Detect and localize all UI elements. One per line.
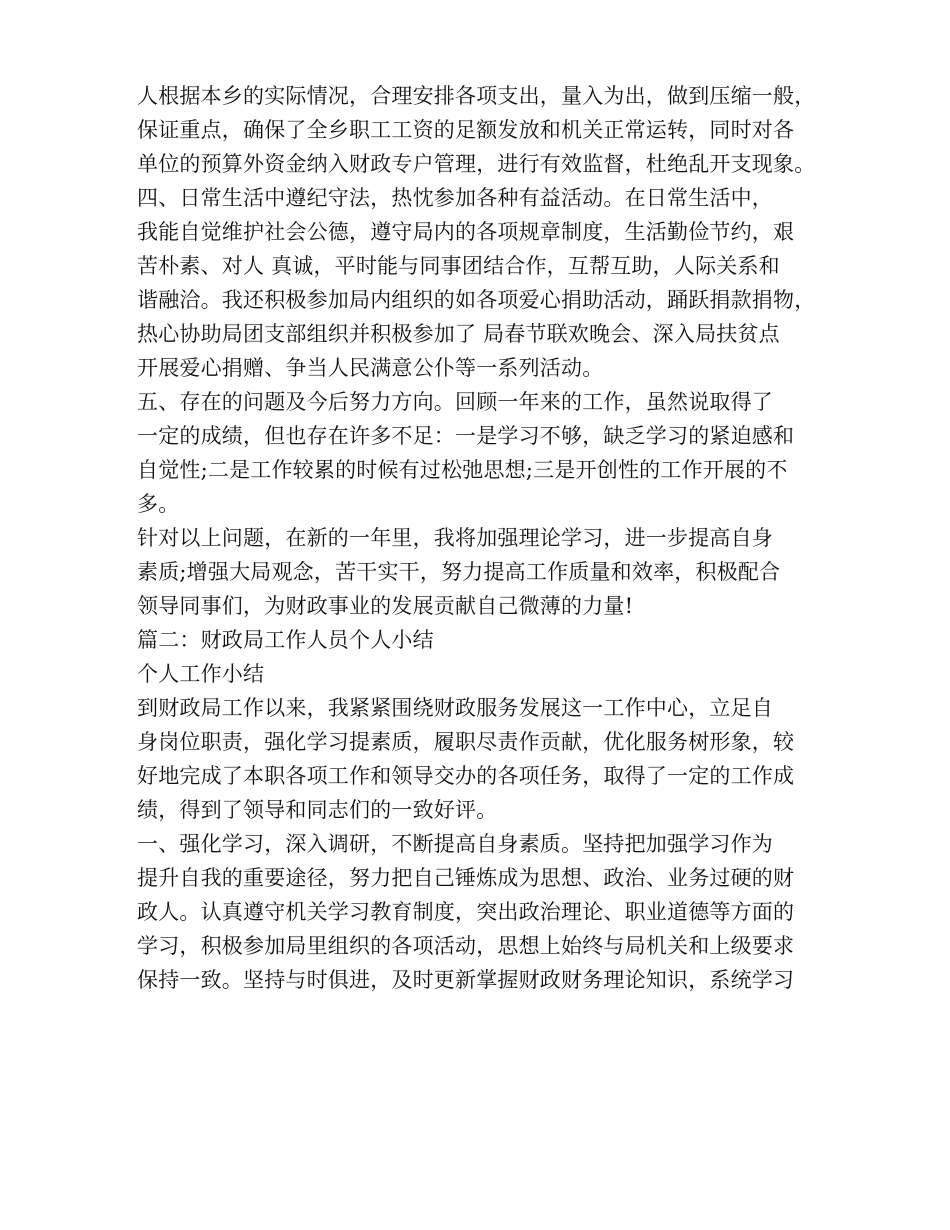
text-line: 开展爱心捐赠、争当人民满意公仆等一系列活动。 xyxy=(137,356,604,380)
text-line: 四、日常生活中遵纪守法，热忱参加各种有益活动。在日常生活中， xyxy=(137,186,773,210)
text-line: 一、强化学习，深入调研，不断提高自身素质。坚持把加强学习作为 xyxy=(137,832,773,856)
text-line: 素质;增强大局观念，苦干实干，努力提高工作质量和效率，积极配合 xyxy=(137,560,781,584)
text-line: 苦朴素、对人 真诚，平时能与同事团结合作，互帮互助，人际关系和 xyxy=(137,254,780,278)
text-line: 政人。认真遵守机关学习教育制度，突出政治理论、职业道德等方面的 xyxy=(137,900,795,924)
text-line: 人根据本乡的实际情况，合理安排各项支出，量入为出，做到压缩一般， xyxy=(137,84,816,108)
document-body xyxy=(137,79,827,997)
text-line: 到财政局工作以来，我紧紧围绕财政服务发展这一工作中心，立足自 xyxy=(137,696,773,720)
text-line: 单位的预算外资金纳入财政专户管理，进行有效监督，杜绝乱开支现象。 xyxy=(137,152,816,176)
text-line: 好地完成了本职各项工作和领导交办的各项任务，取得了一定的工作成 xyxy=(137,764,795,788)
text-line: 领导同事们，为财政事业的发展贡献自己微薄的力量! xyxy=(137,594,634,618)
text-line: 保持一致。坚持与时俱进，及时更新掌握财政财务理论知识，系统学习 xyxy=(137,968,795,992)
section-heading: 篇二：财政局工作人员个人小结 xyxy=(137,628,434,652)
text-line: 谐融洽。我还积极参加局内组织的如各项爱心捐助活动，踊跃捐款捐物， xyxy=(137,288,816,312)
text-line: 一定的成绩，但也存在许多不足：一是学习不够，缺乏学习的紧迫感和 xyxy=(137,424,795,448)
text-line: 学习，积极参加局里组织的各项活动，思想上始终与局机关和上级要求 xyxy=(137,934,795,958)
text-line: 自觉性;二是工作较累的时候有过松弛思想;三是开创性的工作开展的不 xyxy=(137,458,788,482)
text-line: 提升自我的重要途径，努力把自己锤炼成为思想、政治、业务过硬的财 xyxy=(137,866,795,890)
text-line: 热心协助局团支部组织并积极参加了 局春节联欢晚会、深入局扶贫点 xyxy=(137,322,780,346)
text-line: 我能自觉维护社会公德，遵守局内的各项规章制度，生活勤俭节约，艰 xyxy=(137,220,795,244)
text-line: 针对以上问题，在新的一年里，我将加强理论学习，进一步提高自身 xyxy=(137,526,773,550)
text-line: 身岗位职责，强化学习提素质，履职尽责作贡献，优化服务树形象，较 xyxy=(137,730,795,754)
text-line: 多。 xyxy=(137,492,180,516)
subsection-heading: 个人工作小结 xyxy=(137,662,265,686)
text-line: 保证重点，确保了全乡职工工资的足额发放和机关正常运转，同时对各 xyxy=(137,118,795,142)
text-line: 五、存在的问题及今后努力方向。回顾一年来的工作，虽然说取得了 xyxy=(137,390,773,414)
text-line: 绩，得到了领导和同志们的一致好评。 xyxy=(137,798,498,822)
